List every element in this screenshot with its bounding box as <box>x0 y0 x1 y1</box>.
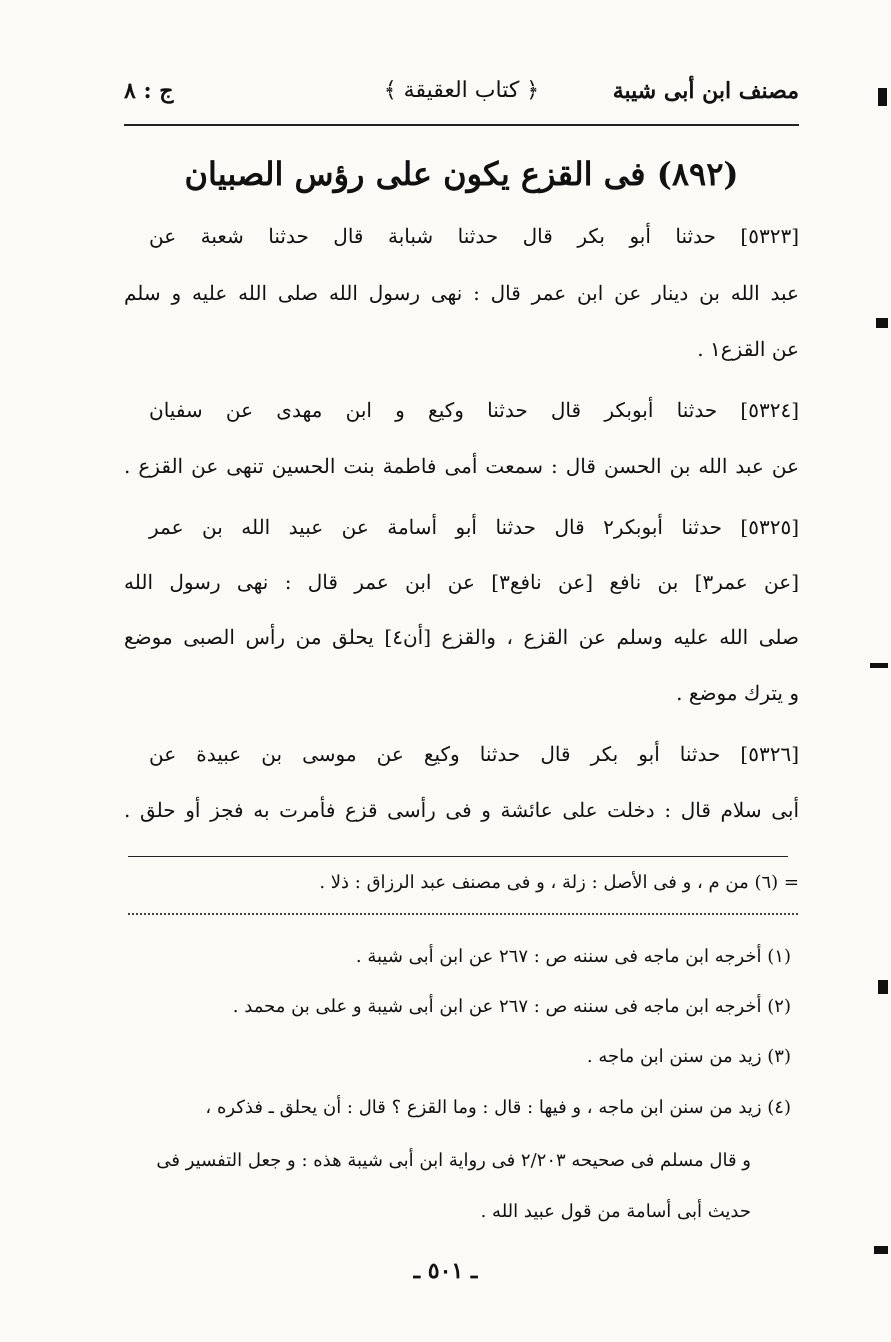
body-line: عن القزع١ . <box>697 337 799 361</box>
carry-over-footnote: = (٦) من م ، و فى الأصل : زلة ، و فى مصنف عبد الرزاق : ذلا . <box>319 872 799 893</box>
scan-edge-mark <box>878 88 887 106</box>
footnote: (٣) زيد من سنن ابن ماجه . <box>586 1046 791 1067</box>
footnote-separator <box>128 856 788 857</box>
body-line: عن عبد الله بن الحسن قال : سمعت أمى فاطمة بنت الحسين تنهى عن القزع . <box>124 454 799 478</box>
body-line: [عن عمر٣] بن نافع [عن نافع٣] عن ابن عمر قال : نهى رسول الله <box>124 570 800 594</box>
footnote: (٤) زيد من سنن ابن ماجه ، و فيها : قال : وما القزع ؟ قال : أن يحلق ـ فذكره ، <box>205 1097 791 1118</box>
scan-edge-mark <box>874 1246 888 1254</box>
body-line: و يترك موضع . <box>676 681 799 705</box>
header-volume: ج : ٨ <box>124 78 174 104</box>
page-number: ـ ٥٠١ ـ <box>413 1258 478 1284</box>
footnote: (٢) أخرجه ابن ماجه فى سننه ص : ٢٦٧ عن ابن أبى شيبة و على بن محمد . <box>232 996 791 1017</box>
body-line: [٥٣٢٦] حدثنا أبو بكر قال حدثنا وكيع عن موسى بن عبيدة عن <box>149 742 799 766</box>
body-line: أبى سلام قال : دخلت على عائشة و فى رأسى قزع فأمرت به فجز أو حلق . <box>124 798 799 822</box>
footnote: (١) أخرجه ابن ماجه فى سننه ص : ٢٦٧ عن ابن أبى شيبة . <box>355 946 791 967</box>
body-line: [٥٣٢٤] حدثنا أبوبكر قال حدثنا وكيع و ابن مهدى عن سفيان <box>149 398 799 422</box>
chapter-title: (٨٩٢) فى القزع يكون على رؤس الصبيان <box>184 155 739 193</box>
body-line: عبد الله بن دينار عن ابن عمر قال : نهى رسول الله صلى الله عليه و سلم <box>124 281 799 305</box>
running-header <box>124 74 799 114</box>
scan-edge-mark <box>878 980 888 994</box>
body-line: [٥٣٢٥] حدثنا أبوبكر٢ قال حدثنا أبو أسامة عن عبيد الله بن عمر <box>149 515 799 539</box>
body-line: صلى الله عليه وسلم عن القزع ، والقزع [أن٤] يحلق من رأس الصبى موضع <box>124 625 799 649</box>
footnote-continuation: و قال مسلم فى صحيحه ٢/٢٠٣ فى رواية ابن أبى شيبة هذه : و جعل التفسير فى <box>156 1150 751 1171</box>
scan-edge-mark <box>876 318 888 328</box>
header-book: ﴿ كتاب العقيقة ﴾ <box>383 78 540 103</box>
footnote-divider <box>128 913 798 915</box>
scan-edge-mark <box>870 663 888 668</box>
header-title: مصنف ابن أبى شيبة <box>612 78 799 104</box>
body-line: [٥٣٢٣] حدثنا أبو بكر قال حدثنا شبابة قال حدثنا شعبة عن <box>149 224 799 248</box>
header-rule <box>124 124 799 126</box>
footnote-continuation: حديث أبى أسامة من قول عبيد الله . <box>480 1201 751 1222</box>
